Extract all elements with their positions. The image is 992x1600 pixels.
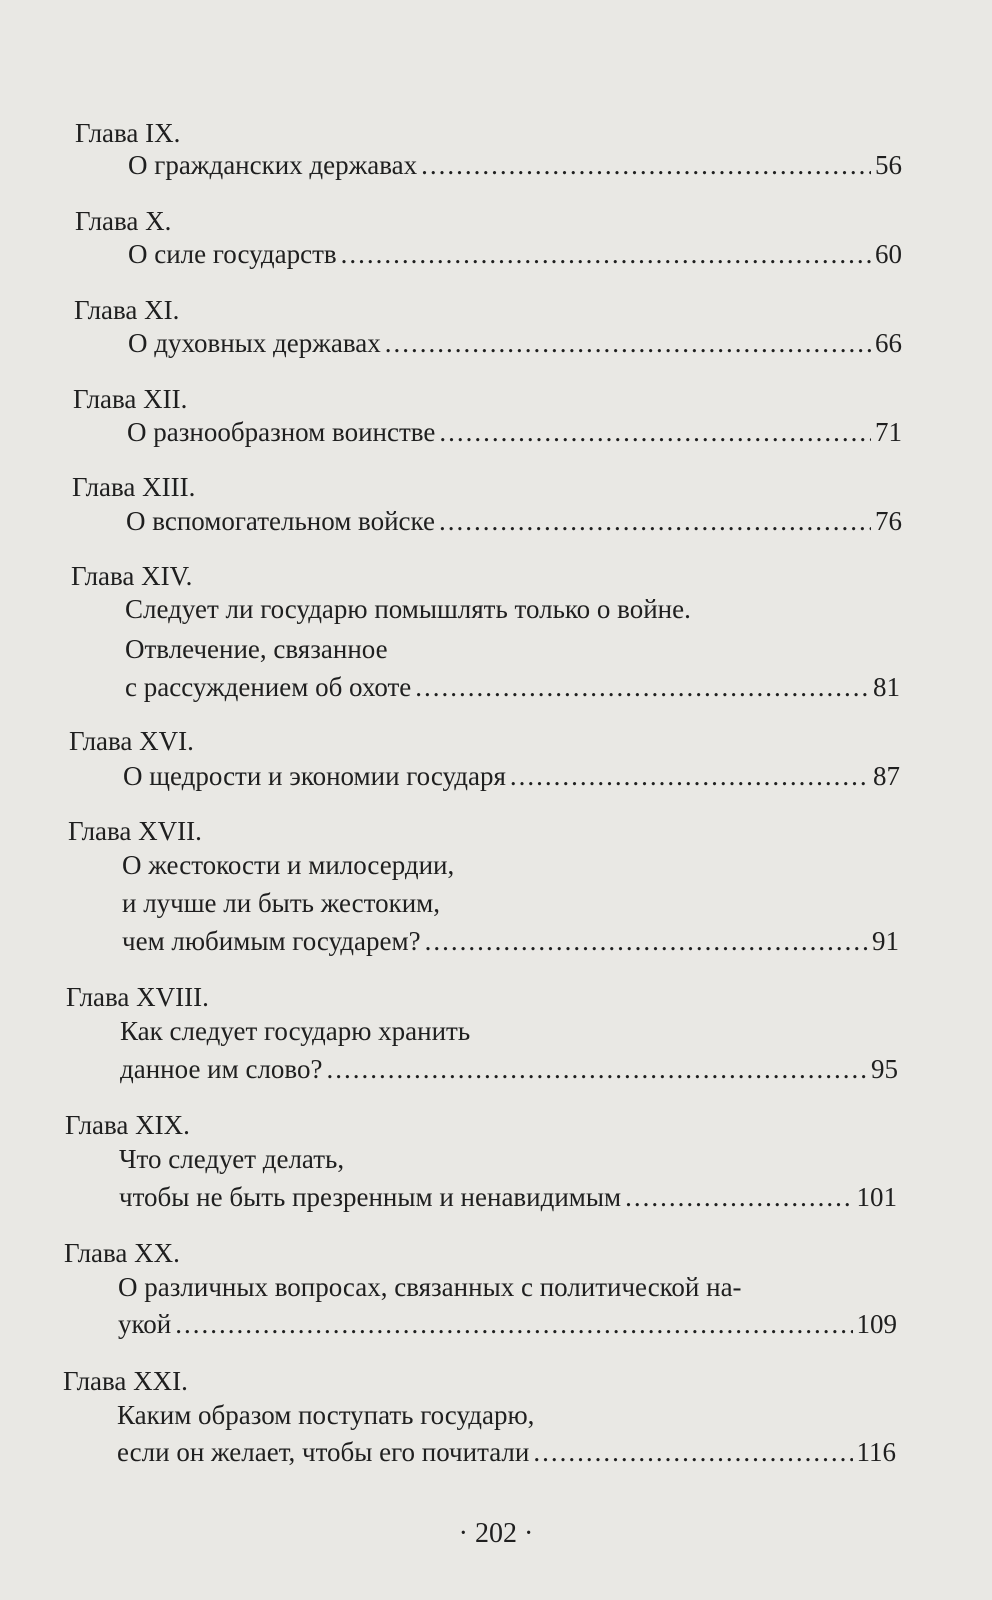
page-number: 87 <box>873 761 900 791</box>
chapter-heading: Глава IX. <box>75 118 181 148</box>
chapter-title: О гражданских державах <box>128 150 418 180</box>
chapter-heading: Глава XIX. <box>65 1110 190 1140</box>
page-number: 101 <box>856 1182 897 1212</box>
chapter-title: с рассуждением об охоте <box>125 672 412 702</box>
dot-leader <box>421 146 871 184</box>
chapter-heading: Глава XVII. <box>68 816 202 846</box>
page-number: 91 <box>872 926 899 956</box>
toc-leader-line <box>122 922 899 960</box>
chapter-title: чем любимым государем? <box>122 926 421 956</box>
chapter-heading: Глава XI. <box>74 295 180 325</box>
chapter-heading: Глава XXI. <box>63 1366 188 1396</box>
chapter-title: данное им слово? <box>120 1054 323 1084</box>
dot-leader <box>625 1178 852 1216</box>
page-folio: · 202 · <box>458 1518 534 1549</box>
chapter-title-line: Как следует государю хранить <box>120 1016 471 1046</box>
page-number: 116 <box>856 1437 896 1467</box>
dot-leader <box>439 413 871 451</box>
chapter-title: О щедрости и экономии государя <box>123 761 506 791</box>
toc-leader-line <box>119 1178 897 1216</box>
chapter-heading: Глава XX. <box>64 1238 180 1268</box>
chapter-title-line: Отвлечение, связанное <box>125 634 388 664</box>
page-number: 66 <box>875 328 902 358</box>
dot-leader <box>326 1050 867 1088</box>
page-number: 60 <box>875 239 902 269</box>
chapter-heading: Глава X. <box>75 206 172 236</box>
toc-leader-line <box>127 413 902 451</box>
chapter-title-line: О жестокости и милосердии, <box>122 850 455 880</box>
chapter-title-line: Что следует делать, <box>119 1144 345 1174</box>
chapter-title: О силе государств <box>128 239 337 269</box>
chapter-title: О духовных державах <box>128 328 381 358</box>
toc-leader-line <box>117 1433 896 1471</box>
toc-leader-line <box>120 1050 898 1088</box>
page-number: 56 <box>875 150 902 180</box>
dot-leader <box>415 668 869 706</box>
chapter-title: чтобы не быть презренным и ненавидимым <box>119 1182 622 1212</box>
chapter-title: О разнообразном воинстве <box>127 417 436 447</box>
dot-leader <box>341 235 871 273</box>
page-number: 109 <box>856 1309 897 1339</box>
dot-leader <box>175 1305 852 1343</box>
dot-leader <box>385 324 871 362</box>
chapter-heading: Глава XII. <box>73 384 188 414</box>
chapter-title: если он желает, чтобы его почитали <box>117 1437 530 1467</box>
chapter-title-line: О различных вопросах, связанных с политической на- <box>118 1272 742 1302</box>
dot-leader <box>510 757 869 795</box>
toc-leader-line <box>128 146 902 184</box>
toc-leader-line <box>128 235 902 273</box>
chapter-title-line: и лучше ли быть жестоким, <box>122 888 440 918</box>
toc-leader-line <box>123 757 900 795</box>
page-number: 76 <box>875 506 902 536</box>
chapter-heading: Глава XVIII. <box>66 982 209 1012</box>
chapter-heading: Глава XIV. <box>71 561 193 591</box>
chapter-title-line: Каким образом поступать государю, <box>117 1400 535 1430</box>
dot-leader <box>533 1433 852 1471</box>
toc-leader-line <box>126 502 902 540</box>
chapter-heading: Глава XVI. <box>69 726 194 756</box>
toc-leader-line <box>118 1305 897 1343</box>
toc-leader-line <box>128 324 902 362</box>
chapter-title: укой <box>118 1309 172 1339</box>
dot-leader <box>425 922 868 960</box>
toc-leader-line <box>125 668 900 706</box>
page-number: 81 <box>873 672 900 702</box>
chapter-title: О вспомогательном войске <box>126 506 435 536</box>
page-number: 71 <box>875 417 902 447</box>
page-number: 95 <box>871 1054 898 1084</box>
chapter-title-line: Следует ли государю помышлять только о войне. <box>125 594 691 624</box>
chapter-heading: Глава XIII. <box>72 472 196 502</box>
dot-leader <box>439 502 871 540</box>
